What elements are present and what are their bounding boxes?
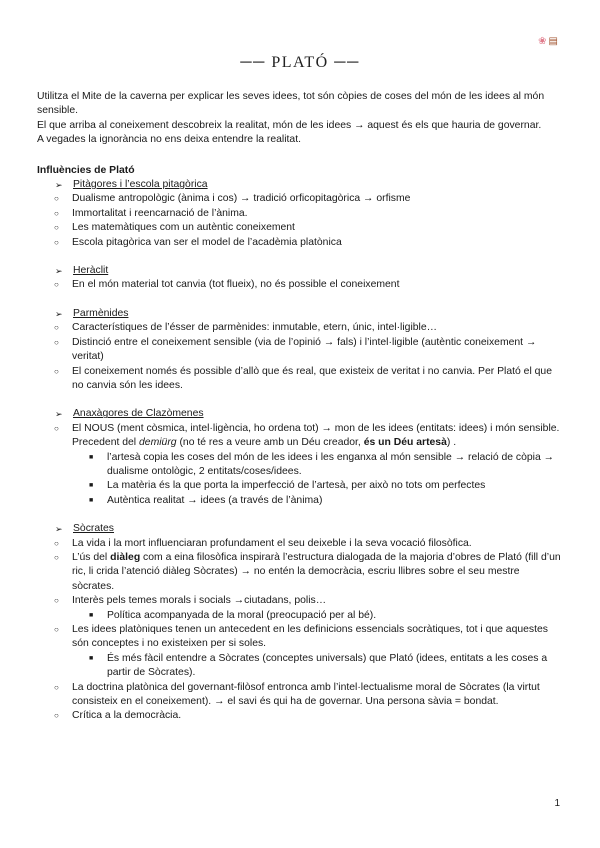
circle-bullet-icon: ○ bbox=[54, 237, 59, 247]
list-item bbox=[37, 236, 561, 250]
list-item bbox=[37, 623, 561, 681]
sublist bbox=[37, 537, 561, 724]
sublist bbox=[37, 278, 561, 292]
influence-title: Anaxàgores de Clazòmenes bbox=[73, 408, 204, 420]
intro-paragraph: El que arriba al coneixement descobreix la realitat, món de les idees → aquest és els que hauria de governar. bbox=[37, 119, 542, 131]
influence-title: Parmènides bbox=[73, 307, 129, 319]
sublist bbox=[37, 422, 561, 508]
arrow-bullet-icon: ➢ bbox=[55, 409, 63, 420]
text-part: L’ús del bbox=[72, 551, 111, 563]
item-text: Crítica a la democràcia. bbox=[72, 710, 182, 722]
item-text: Política acompanyada de la moral (preocupació per al bé). bbox=[107, 609, 377, 621]
influence-pitagores bbox=[37, 178, 561, 250]
bold-deu-artesa: és un Déu artesà bbox=[363, 437, 447, 449]
item-text: En el món material tot canvia (tot flueix), no és possible el coneixement bbox=[72, 279, 400, 291]
list-item bbox=[37, 479, 561, 493]
square-bullet-icon: ■ bbox=[89, 453, 94, 461]
brain-icon: ❀ bbox=[538, 36, 547, 47]
circle-bullet-icon: ○ bbox=[54, 682, 59, 692]
list-item bbox=[37, 709, 561, 723]
circle-bullet-icon: ○ bbox=[54, 552, 59, 562]
list-item bbox=[37, 494, 561, 508]
bold-dialeg: diàleg bbox=[110, 551, 141, 563]
text-part: El NOUS (ment còsmica, intel·ligència, ho ordena tot) → mon de les idees (entitats: idees) i món sensible. Precedent del bbox=[72, 422, 560, 449]
emphasis-demiurg: demiürg bbox=[139, 437, 177, 449]
sublist bbox=[37, 192, 561, 250]
item-text: Autèntica realitat → idees (a través de l’ànima) bbox=[107, 494, 323, 506]
circle-bullet-icon: ○ bbox=[54, 194, 59, 204]
item-text: Distinció entre el coneixement sensible (via de l’opinió → fals) i l’intel·ligible (autèntic coneixement → veritat) bbox=[72, 336, 537, 363]
section-heading: Influències de Plató bbox=[37, 164, 135, 176]
list-item bbox=[37, 278, 561, 292]
item-text: És més fàcil entendre a Sòcrates (conceptes universals) que Plató (idees, entitats a les coses a partir de Sòcrates). bbox=[107, 652, 548, 679]
corner-icons bbox=[538, 36, 558, 48]
sublist bbox=[37, 609, 561, 623]
square-bullet-icon: ■ bbox=[89, 496, 94, 504]
influence-parmenides bbox=[37, 307, 561, 393]
page-number: 1 bbox=[554, 798, 560, 809]
circle-bullet-icon: ○ bbox=[54, 625, 59, 634]
list-item bbox=[37, 594, 561, 623]
circle-bullet-icon: ○ bbox=[54, 711, 59, 721]
sublist bbox=[37, 652, 561, 681]
list-item bbox=[37, 321, 561, 335]
list-item bbox=[37, 365, 561, 394]
intro bbox=[37, 90, 561, 148]
list-item bbox=[37, 422, 561, 508]
circle-bullet-icon: ○ bbox=[54, 323, 59, 333]
circle-bullet-icon: ○ bbox=[54, 596, 59, 606]
influence-title: Pitàgores i l’escola pitagòrica bbox=[73, 179, 208, 191]
square-bullet-icon: ■ bbox=[89, 654, 94, 662]
sublist bbox=[37, 451, 561, 509]
item-text: Dualisme antropològic (ànima i cos) → tradició orficopitagòrica → orfisme bbox=[72, 193, 411, 205]
list-item bbox=[37, 609, 561, 623]
item-text: La vida i la mort influenciaran profundament el seu deixeble i la seva vocació filosòfica. bbox=[72, 537, 472, 549]
list-item bbox=[37, 192, 561, 206]
text-part: ) . bbox=[446, 437, 457, 449]
square-bullet-icon: ■ bbox=[89, 611, 94, 619]
item-text: Les idees platòniques tenen un antecedent en les definicions essencials socràtiques, tot i que aquestes són conceptes i no existeixen per si soles. bbox=[72, 624, 548, 650]
item-text bbox=[72, 423, 559, 448]
circle-bullet-icon: ○ bbox=[54, 223, 59, 233]
tag-icon: ▤ bbox=[548, 36, 558, 47]
item-text: l’artesà copia les coses del món de les idees i les enganxa al món sensible → relació de còpia → dualisme ontològic, 2 entitats/coses/idees. bbox=[107, 451, 555, 477]
influence-heraclit bbox=[37, 264, 561, 293]
content bbox=[37, 90, 561, 724]
item-text: Les matemàtiques com un autèntic coneixement bbox=[72, 222, 295, 234]
item-text: Característiques de l’ésser de parmènides: inmutable, etern, únic, intel·ligible… bbox=[72, 322, 438, 334]
list-item bbox=[37, 652, 561, 681]
item-text: Escola pitagòrica van ser el model de l’acadèmia platònica bbox=[72, 236, 342, 248]
arrow-bullet-icon: ➢ bbox=[55, 308, 63, 319]
text-part: com a eina filosòfica inspirarà l’estructura dialogada de la majoria d’obres de Plató (fill d’un ric, li crida l’atenció diàleg Sòcrates) → no entén la democràcia, escriu llibres sobre el seu mestre sòcrates. bbox=[72, 551, 561, 592]
item-text bbox=[72, 552, 561, 592]
circle-bullet-icon: ○ bbox=[54, 366, 59, 376]
arrow-bullet-icon: ➢ bbox=[55, 180, 63, 191]
influences-list bbox=[37, 178, 561, 724]
sublist bbox=[37, 321, 561, 393]
item-text: Interès pels temes morals i socials →ciutadans, polis… bbox=[72, 595, 327, 607]
list-item bbox=[37, 336, 561, 365]
square-bullet-icon: ■ bbox=[89, 482, 94, 490]
item-text: La doctrina platònica del governant-filòsof entronca amb l’intel·lectualisme moral de Sòcrates (la virtut consisteix en el coneixement). → el savi és qui ha de governar. Una persona sàvia = bondat. bbox=[72, 681, 540, 708]
intro-paragraph: Utilitza el Mite de la caverna per explicar les seves idees, tot són còpies de coses del món de les idees al món sensible. bbox=[37, 91, 545, 117]
list-item bbox=[37, 207, 561, 221]
item-text: La matèria és la que porta la imperfecció de l’artesà, per això no tots om perfectes bbox=[107, 480, 486, 492]
intro-paragraph: A vegades la ignorància no ens deixa entendre la realitat. bbox=[37, 134, 301, 146]
list-item bbox=[37, 551, 561, 594]
circle-bullet-icon: ○ bbox=[54, 208, 59, 218]
list-item bbox=[37, 451, 561, 480]
influence-title: Heràclit bbox=[73, 265, 109, 277]
influence-anaxagores bbox=[37, 407, 561, 508]
page-title: ── PLATÓ ── bbox=[240, 54, 360, 71]
arrow-bullet-icon: ➢ bbox=[55, 524, 63, 535]
influence-title: Sòcrates bbox=[73, 523, 115, 535]
circle-bullet-icon: ○ bbox=[54, 538, 59, 548]
list-item bbox=[37, 537, 561, 551]
text-part: (no té res a veure amb un Déu creador, bbox=[176, 437, 364, 449]
circle-bullet-icon: ○ bbox=[54, 423, 59, 433]
circle-bullet-icon: ○ bbox=[54, 337, 59, 347]
list-item bbox=[37, 681, 561, 710]
arrow-bullet-icon: ➢ bbox=[55, 266, 63, 277]
circle-bullet-icon: ○ bbox=[54, 280, 59, 290]
item-text: El coneixement només és possible d’allò que és real, que existeix de veritat i no canvia. Per Plató el que no canvia són les idees. bbox=[72, 365, 552, 391]
list-item bbox=[37, 221, 561, 235]
item-text: Immortalitat i reencarnació de l’ànima. bbox=[72, 207, 248, 219]
influence-socrates bbox=[37, 522, 561, 724]
